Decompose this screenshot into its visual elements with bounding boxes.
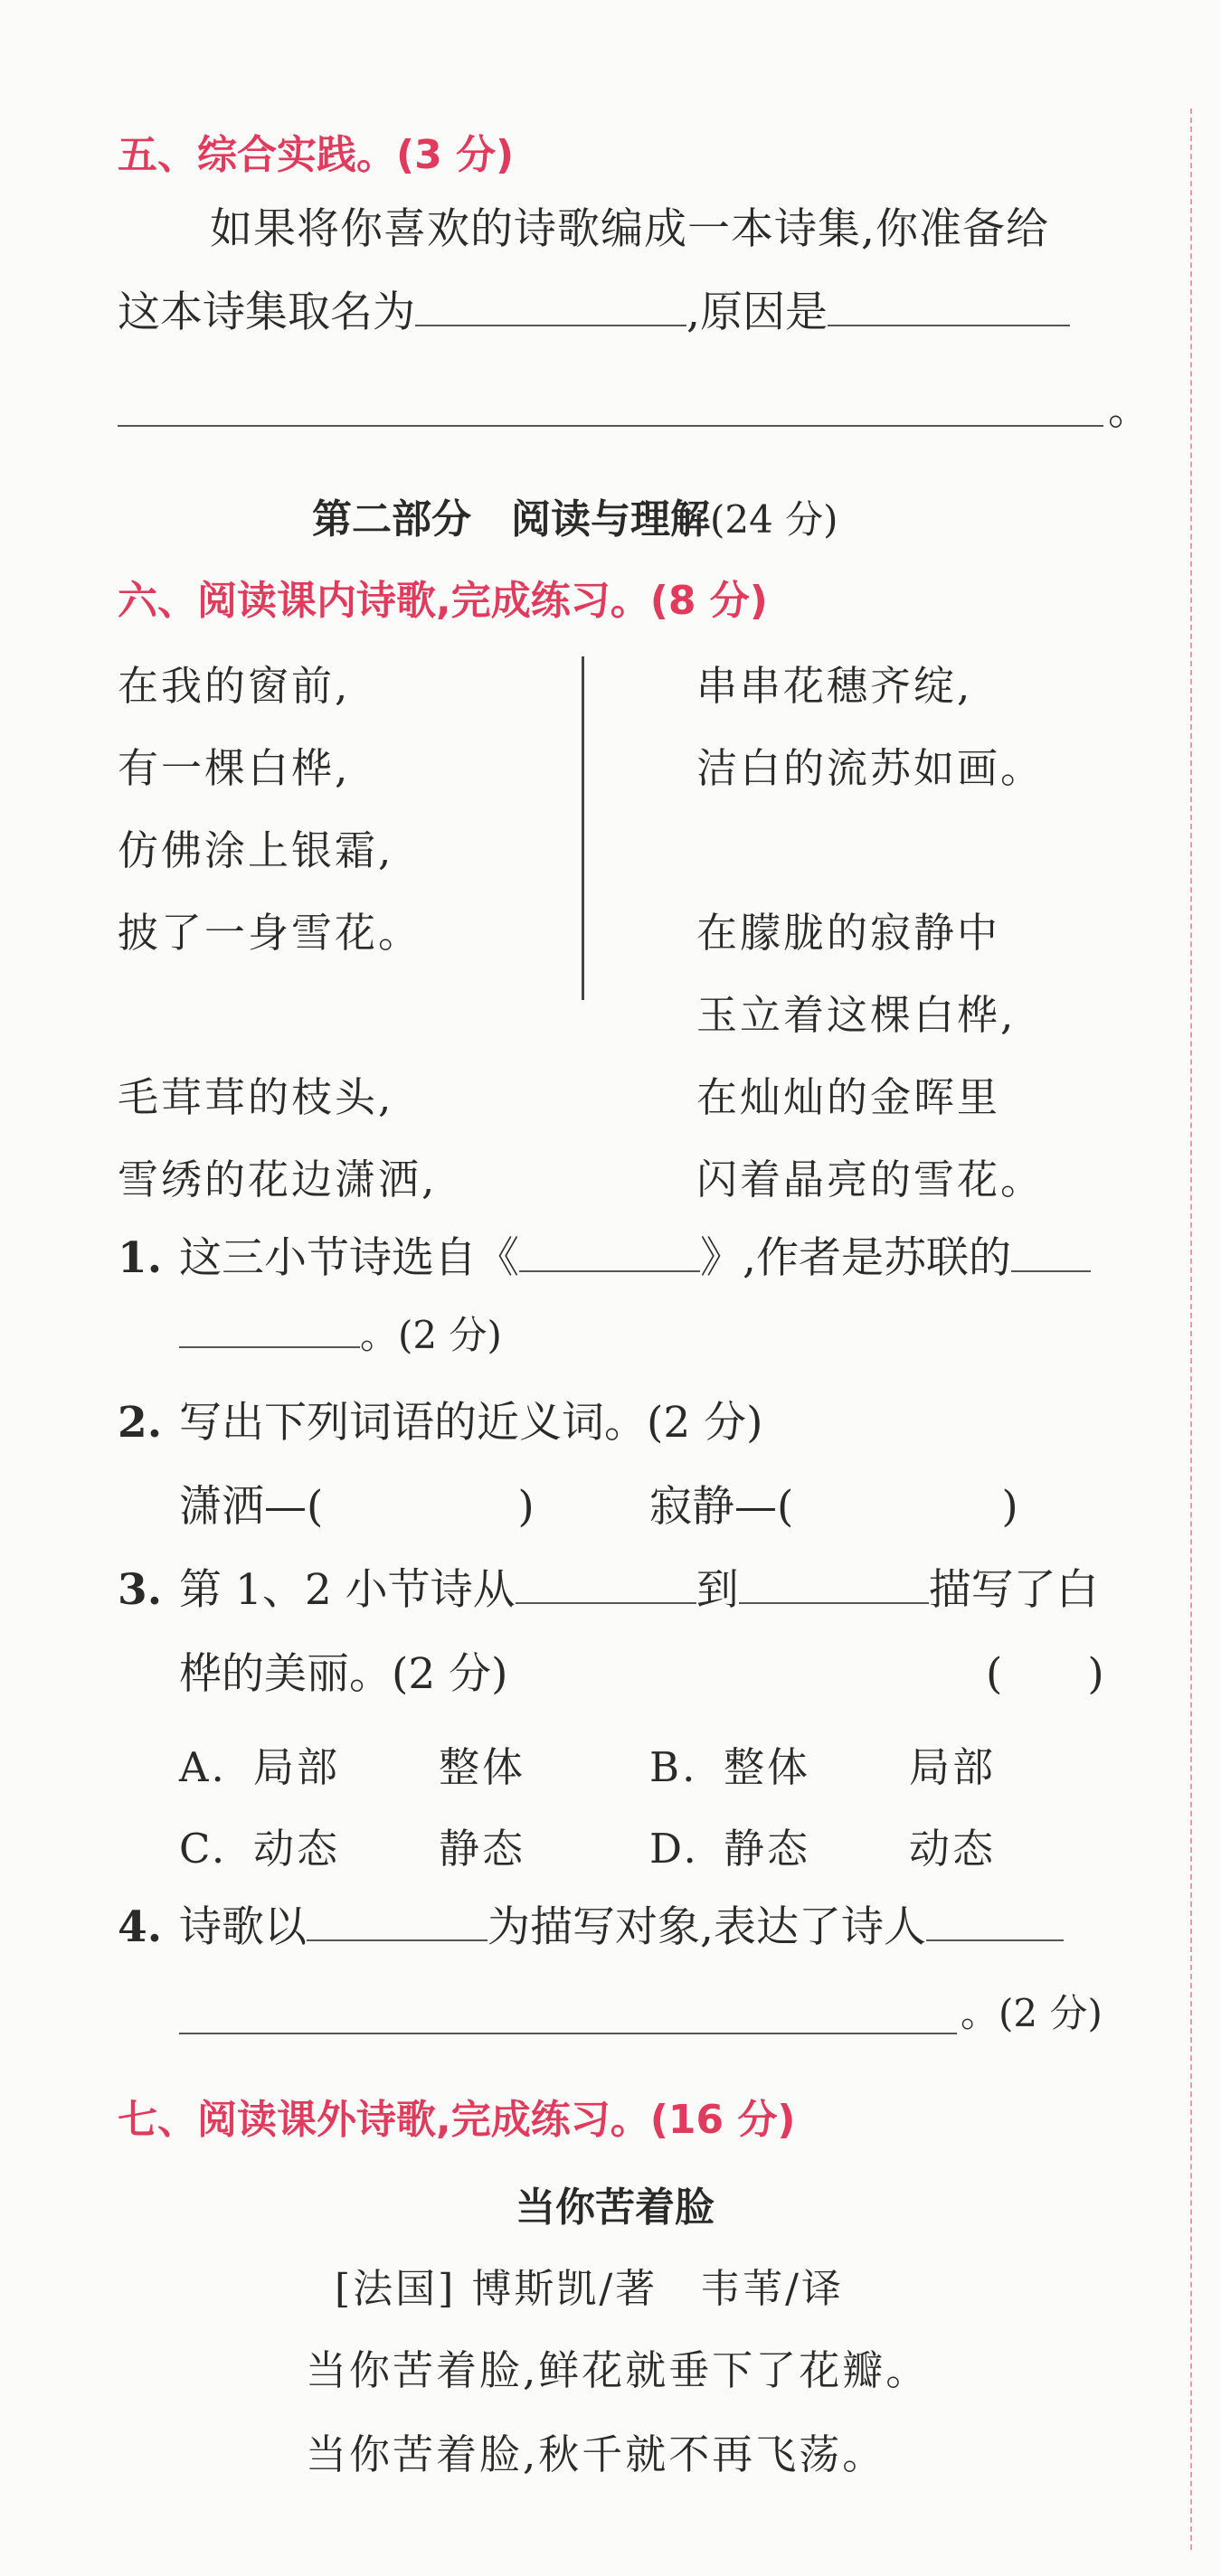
poem-right-line-6: 闪着晶亮的雪花。 — [696, 1156, 1045, 1203]
question-4 — [118, 1902, 1064, 1952]
to-blank[interactable] — [739, 1602, 929, 1604]
poem-right-line-5: 在灿灿的金晖里 — [696, 1073, 1001, 1121]
question-1-text-b: 》,作者是苏联的 — [700, 1233, 1011, 1283]
poem-left-line-6: 雪绣的花边潇洒, — [118, 1156, 438, 1203]
question-3-text-a: 第 1、2 小节诗从 — [179, 1565, 516, 1615]
option-c-second: 静态 — [439, 1825, 526, 1873]
question-3 — [118, 1565, 1099, 1615]
poem-right-line-2: 洁白的流苏如画。 — [696, 744, 1045, 792]
question-1-number: 1. — [118, 1233, 163, 1283]
reason-blank-2[interactable] — [118, 425, 1103, 427]
synonym-xiaosa — [179, 1482, 535, 1532]
poem-divider — [582, 656, 584, 1000]
synonym-xiaosa-close: ) — [517, 1482, 535, 1532]
section6-heading: 六、阅读课内诗歌,完成练习。(8 分) — [118, 578, 768, 624]
subject-blank[interactable] — [307, 1939, 487, 1941]
option-d-first: 静态 — [724, 1825, 811, 1873]
question-3-text-c: 描写了白 — [928, 1565, 1099, 1615]
option-b-label: B. — [649, 1743, 698, 1791]
feeling-blank-2[interactable] — [179, 2033, 957, 2034]
poem-source-blank[interactable] — [519, 1270, 700, 1272]
question-3-number: 3. — [118, 1565, 163, 1615]
option-d-second: 动态 — [909, 1825, 997, 1873]
question-2-number: 2. — [118, 1398, 163, 1448]
option-a[interactable] — [179, 1734, 525, 1793]
part2-score: (24 分) — [710, 497, 838, 542]
answer-paren[interactable]: ( ) — [986, 1649, 1104, 1699]
poem-right-line-3: 在朦胧的寂静中 — [696, 909, 1001, 957]
option-b[interactable] — [649, 1734, 996, 1793]
author-blank-2[interactable] — [179, 1346, 360, 1348]
question-1-text-c: 。(2 分) — [360, 1313, 502, 1357]
question-1-line2 — [179, 1313, 502, 1357]
reason-blank-1[interactable] — [828, 325, 1070, 326]
poem-line-2: 当你苦着脸,秋千就不再飞荡。 — [306, 2430, 886, 2478]
section5-line3-end: 。 — [1108, 385, 1150, 435]
question-4-text-b: 为描写对象,表达了诗人 — [487, 1902, 926, 1952]
feeling-blank-1[interactable] — [926, 1939, 1064, 1941]
question-1-text-a: 这三小节诗选自《 — [179, 1233, 519, 1283]
question-4-text-a: 诗歌以 — [179, 1902, 307, 1952]
synonym-jijing — [649, 1482, 1018, 1532]
poem-left-line-5: 毛茸茸的枝头, — [118, 1073, 394, 1121]
option-c-label: C. — [179, 1825, 228, 1873]
synonym-jijing-label: 寂静—( — [649, 1482, 794, 1532]
poem-right-line-4: 玉立着这棵白桦, — [696, 991, 1017, 1039]
margin-dashed-line — [1190, 109, 1192, 2550]
author-blank-1[interactable] — [1011, 1270, 1091, 1272]
question-3-line2: 桦的美丽。(2 分) — [179, 1649, 508, 1699]
option-d-label: D. — [649, 1825, 699, 1873]
part2-title-line — [312, 486, 838, 544]
option-a-label: A. — [179, 1743, 227, 1791]
poem-left-line-3: 仿佛涂上银霜, — [118, 826, 394, 874]
question-3-text-b: 到 — [696, 1565, 739, 1615]
poem-right-line-1: 串串花穗齐绽, — [696, 662, 973, 710]
poem-left-line-4: 披了一身雪花。 — [118, 909, 422, 957]
synonym-xiaosa-label: 潇洒—( — [179, 1482, 324, 1532]
option-b-second: 局部 — [909, 1743, 997, 1791]
option-d[interactable] — [649, 1816, 996, 1874]
option-a-first: 局部 — [253, 1743, 341, 1791]
section5-line2-b: ,原因是 — [686, 288, 828, 337]
part2-title: 第二部分 阅读与理解 — [312, 496, 710, 543]
question-4-text-c: 。(2 分) — [961, 1991, 1103, 2035]
option-a-second: 整体 — [439, 1743, 526, 1791]
from-blank[interactable] — [516, 1602, 696, 1604]
question-4-number: 4. — [118, 1902, 163, 1952]
option-c-first: 动态 — [253, 1825, 341, 1873]
poem-name-blank[interactable] — [415, 325, 686, 326]
section5-line2-a: 这本诗集取名为 — [118, 288, 415, 337]
section5-line1: 如果将你喜欢的诗歌编成一本诗集,你准备给 — [210, 204, 1049, 254]
section7-heading: 七、阅读课外诗歌,完成练习。(16 分) — [118, 2097, 796, 2143]
synonym-jijing-close: ) — [1001, 1482, 1018, 1532]
question-2-text: 写出下列词语的近义词。(2 分) — [179, 1398, 763, 1448]
poem-left-line-1: 在我的窗前, — [118, 662, 351, 710]
poem-line-1: 当你苦着脸,鲜花就垂下了花瓣。 — [306, 2346, 930, 2394]
option-b-first: 整体 — [724, 1743, 811, 1791]
question-1 — [118, 1233, 1091, 1283]
section5-line2 — [118, 288, 1070, 337]
poem-author: [法国] 博斯凯/著 韦苇/译 — [335, 2266, 844, 2312]
question-2 — [118, 1398, 763, 1448]
poem-title: 当你苦着脸 — [516, 2184, 715, 2231]
poem-left-line-2: 有一棵白桦, — [118, 744, 351, 792]
section5-heading: 五、综合实践。(3 分) — [118, 132, 515, 178]
option-c[interactable] — [179, 1816, 525, 1874]
